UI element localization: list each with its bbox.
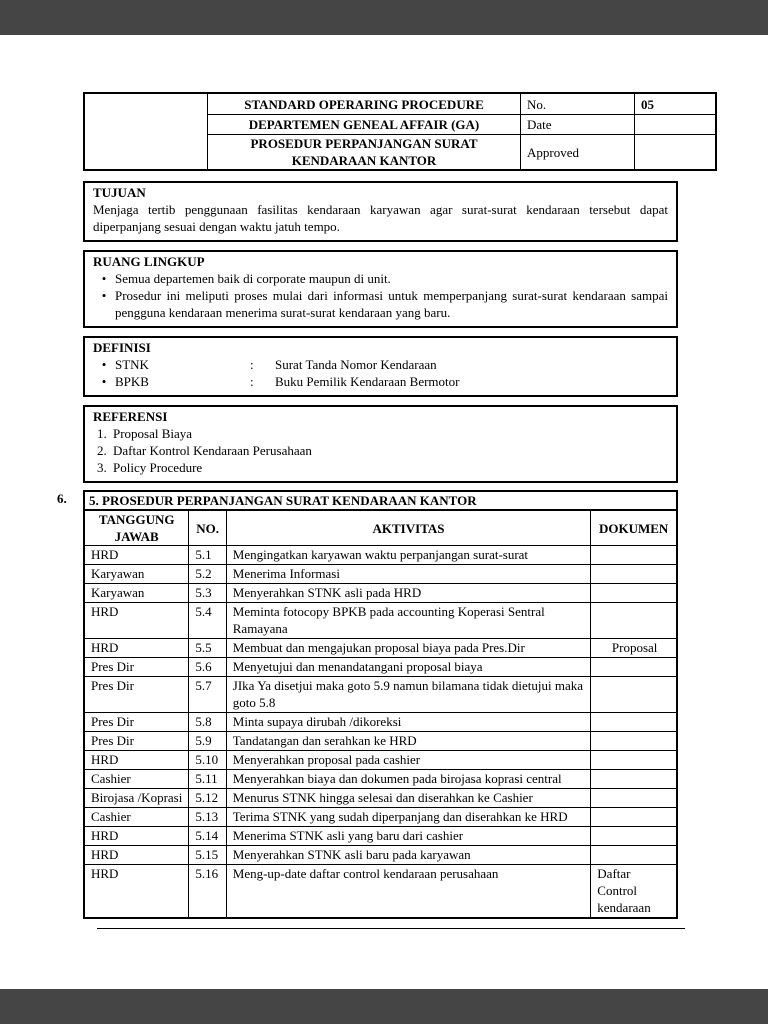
definition-term: BPKB <box>115 374 149 389</box>
cell-no: 5.7 <box>189 677 226 713</box>
list-item <box>93 287 668 321</box>
document-content <box>57 92 678 929</box>
cell-no: 5.12 <box>189 789 226 808</box>
section-ruang-lingkup <box>83 250 678 328</box>
document-page <box>0 35 768 989</box>
definition-separator: : <box>250 374 254 389</box>
bullet-icon: • <box>101 357 107 372</box>
cell-aktivitas: Menerima STNK asli yang baru dari cashier <box>226 827 591 846</box>
cell-dokumen <box>591 808 677 827</box>
cell-jawab: Cashier <box>84 770 189 789</box>
table-row <box>84 658 677 677</box>
table-row <box>84 677 677 713</box>
cell-no: 5.15 <box>189 846 226 865</box>
cell-aktivitas: Menyerahkan STNK asli baru pada karyawan <box>226 846 591 865</box>
cell-aktivitas: Menyerahkan proposal pada cashier <box>226 751 591 770</box>
ruang-lingkup-item: Semua departemen baik di corporate maupun di unit. <box>115 271 391 286</box>
cell-aktivitas: Mengingatkan karyawan waktu perpanjangan surat-surat <box>226 546 591 565</box>
letterbox-bottom <box>0 989 768 1024</box>
table-row <box>84 565 677 584</box>
cell-jawab: Pres Dir <box>84 677 189 713</box>
cell-no: 5.1 <box>189 546 226 565</box>
cell-dokumen <box>591 789 677 808</box>
cell-aktivitas: JIka Ya disetjui maka goto 5.9 namun bilamana tidak dietujui maka goto 5.8 <box>226 677 591 713</box>
cell-aktivitas: Meminta fotocopy BPKB pada accounting Koperasi Sentral Ramayana <box>226 603 591 639</box>
date-label: Date <box>521 115 635 135</box>
cell-no: 5.11 <box>189 770 226 789</box>
cell-dokumen <box>591 584 677 603</box>
procedure-title: 5. PROSEDUR PERPANJANGAN SURAT KENDARAAN KANTOR <box>83 490 678 509</box>
procedure-section <box>57 490 678 919</box>
cell-dokumen <box>591 677 677 713</box>
doc-title-line-2: DEPARTEMEN GENEAL AFFAIR (GA) <box>208 115 521 135</box>
cell-dokumen <box>591 658 677 677</box>
definition-text: Buku Pemilik Kendaraan Bermotor <box>275 374 460 389</box>
definition-row <box>93 373 668 390</box>
no-label: No. <box>521 93 635 115</box>
table-row <box>84 546 677 565</box>
table-row <box>84 865 677 919</box>
col-tanggung-jawab: TANGGUNG JAWAB <box>84 510 189 546</box>
list-item <box>93 270 668 287</box>
cell-no: 5.10 <box>189 751 226 770</box>
reference-item <box>93 442 668 459</box>
cell-jawab: HRD <box>84 603 189 639</box>
cell-jawab: HRD <box>84 639 189 658</box>
cell-no: 5.5 <box>189 639 226 658</box>
cell-jawab: Pres Dir <box>84 658 189 677</box>
cell-no: 5.13 <box>189 808 226 827</box>
reference-item <box>93 425 668 442</box>
table-row <box>84 827 677 846</box>
procedure-table <box>83 509 678 919</box>
table-row <box>84 751 677 770</box>
cell-dokumen: Proposal <box>591 639 677 658</box>
tujuan-paragraph: Menjaga tertib penggunaan fasilitas kendaraan karyawan agar surat-surat kendaraan tersebut dapat diperpanjang sesuai dengan waktu jatuh tempo. <box>93 202 668 234</box>
cell-no: 5.14 <box>189 827 226 846</box>
cell-aktivitas: Menyerahkan STNK asli pada HRD <box>226 584 591 603</box>
bullet-icon: • <box>101 374 107 389</box>
cell-dokumen <box>591 732 677 751</box>
logo-cell <box>84 93 208 170</box>
col-dokumen: DOKUMEN <box>591 510 677 546</box>
cell-jawab: HRD <box>84 546 189 565</box>
bullet-icon: • <box>101 271 107 286</box>
approved-label: Approved <box>521 135 635 171</box>
cell-no: 5.16 <box>189 865 226 919</box>
cell-no: 5.6 <box>189 658 226 677</box>
ruang-lingkup-item: Prosedur ini meliputi proses mulai dari informasi untuk memperpanjang surat-surat kendaraan sampai pengguna kendaraan menerima surat-surat kendaraan yang baru. <box>115 288 668 320</box>
cell-dokumen <box>591 713 677 732</box>
table-row <box>84 846 677 865</box>
cell-no: 5.8 <box>189 713 226 732</box>
table-row <box>84 789 677 808</box>
cell-dokumen <box>591 770 677 789</box>
table-row <box>84 639 677 658</box>
table-row <box>84 603 677 639</box>
cell-no: 5.9 <box>189 732 226 751</box>
cell-jawab: Birojasa /Koprasi <box>84 789 189 808</box>
cell-aktivitas: Menurus STNK hingga selesai dan diserahkan ke Cashier <box>226 789 591 808</box>
doc-title-line-1: STANDARD OPERARING PROCEDURE <box>208 93 521 115</box>
reference-number: 1. <box>97 426 107 441</box>
table-header-row <box>84 510 677 546</box>
definition-text: Surat Tanda Nomor Kendaraan <box>275 357 437 372</box>
reference-item <box>93 459 668 476</box>
cell-dokumen <box>591 546 677 565</box>
ruang-lingkup-heading: RUANG LINGKUP <box>93 254 205 269</box>
cell-dokumen <box>591 751 677 770</box>
definition-separator: : <box>250 357 254 372</box>
section-tujuan <box>83 181 678 242</box>
section-referensi <box>83 405 678 483</box>
cell-jawab: Pres Dir <box>84 732 189 751</box>
tujuan-heading: TUJUAN <box>93 185 146 200</box>
cell-dokumen <box>591 603 677 639</box>
cell-dokumen <box>591 827 677 846</box>
reference-number: 3. <box>97 460 107 475</box>
cell-jawab: HRD <box>84 751 189 770</box>
table-row <box>84 808 677 827</box>
doc-title-line-3: PROSEDUR PERPANJANGAN SURAT KENDARAAN KANTOR <box>208 135 521 171</box>
cell-aktivitas: Meng-up-date daftar control kendaraan perusahaan <box>226 865 591 919</box>
col-no: NO. <box>189 510 226 546</box>
cell-no: 5.3 <box>189 584 226 603</box>
letterbox-top <box>0 0 768 35</box>
definition-row <box>93 356 668 373</box>
cell-no: 5.4 <box>189 603 226 639</box>
section-definisi <box>83 336 678 397</box>
cell-aktivitas: Menyetujui dan menandatangani proposal biaya <box>226 658 591 677</box>
cell-dokumen: Daftar Control kendaraan <box>591 865 677 919</box>
cell-aktivitas: Menerima Informasi <box>226 565 591 584</box>
cell-jawab: Karyawan <box>84 584 189 603</box>
header-table <box>83 92 717 171</box>
cell-no: 5.2 <box>189 565 226 584</box>
cell-dokumen <box>591 846 677 865</box>
cell-dokumen <box>591 565 677 584</box>
cell-aktivitas: Terima STNK yang sudah diperpanjang dan diserahkan ke HRD <box>226 808 591 827</box>
no-value: 05 <box>635 93 717 115</box>
cell-jawab: HRD <box>84 865 189 919</box>
referensi-heading: REFERENSI <box>93 409 168 424</box>
table-row <box>84 584 677 603</box>
date-value <box>635 115 717 135</box>
cell-aktivitas: Membuat dan mengajukan proposal biaya pada Pres.Dir <box>226 639 591 658</box>
bullet-icon: • <box>101 288 107 303</box>
cell-jawab: HRD <box>84 846 189 865</box>
cell-jawab: Pres Dir <box>84 713 189 732</box>
table-row <box>84 713 677 732</box>
reference-number: 2. <box>97 443 107 458</box>
table-row <box>84 732 677 751</box>
approved-value <box>635 135 717 171</box>
section-number: 6. <box>57 491 67 506</box>
definition-term: STNK <box>115 357 149 372</box>
cell-aktivitas: Minta supaya dirubah /dikoreksi <box>226 713 591 732</box>
cell-jawab: HRD <box>84 827 189 846</box>
header-row-1 <box>84 93 716 115</box>
reference-text: Proposal Biaya <box>113 426 193 441</box>
cell-aktivitas: Tandatangan dan serahkan ke HRD <box>226 732 591 751</box>
reference-text: Daftar Kontrol Kendaraan Perusahaan <box>113 443 312 458</box>
table-row <box>84 770 677 789</box>
reference-text: Policy Procedure <box>113 460 203 475</box>
footer-rule <box>97 928 685 929</box>
definisi-heading: DEFINISI <box>93 340 151 355</box>
col-aktivitas: AKTIVITAS <box>226 510 591 546</box>
cell-jawab: Cashier <box>84 808 189 827</box>
cell-jawab: Karyawan <box>84 565 189 584</box>
cell-aktivitas: Menyerahkan biaya dan dokumen pada birojasa koprasi central <box>226 770 591 789</box>
